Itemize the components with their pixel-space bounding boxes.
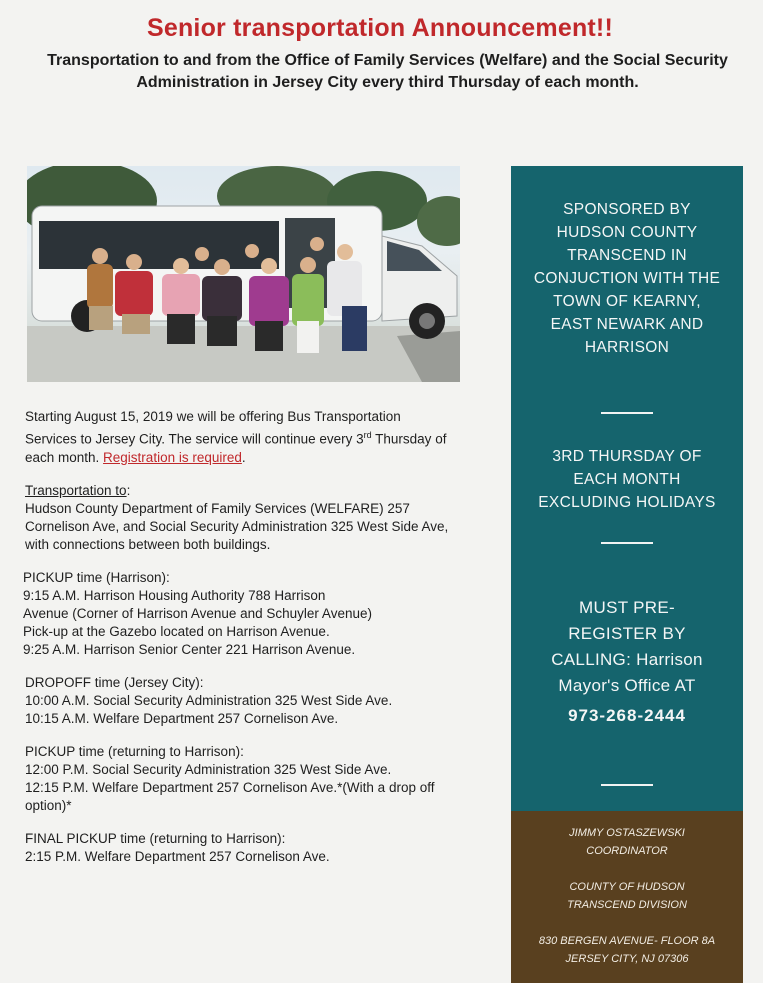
intro-text: Thursday of [371,431,447,447]
sponsor-sidebar [511,166,743,811]
divider [601,784,653,786]
pickup-return-section [25,743,515,815]
schedule-line: 3RD THURSDAY OF [552,448,702,465]
org-line: TRANSCEND DIVISION [567,899,687,911]
schedule-block [511,445,743,514]
coordinator-name: JIMMY OSTASZEWSKI [569,827,685,839]
intro-paragraph [25,408,515,467]
sponsor-line: HARRISON [584,339,670,356]
section-heading [25,482,515,500]
schedule-line: Pick-up at the Gazebo located on Harrison Avenue. [23,623,330,639]
transportation-line: with connections between both buildings. [25,536,271,552]
address-line: JERSEY CITY, NJ 07306 [565,953,689,965]
schedule-line: 2:15 P.M. Welfare Department 257 Cornelison Ave. [25,848,330,864]
registration-required-note: Registration is required [103,449,242,465]
ordinal-suffix: rd [363,430,372,440]
sponsor-line: TRANSCEND IN [567,247,687,264]
section-heading: PICKUP time (returning to Harrison): [25,743,244,759]
schedule-line: Avenue (Corner of Harrison Avenue and Schuyler Avenue) [23,605,372,621]
schedule-line: 12:15 P.M. Welfare Department 257 Cornelison Ave.*(With a drop off [25,779,435,795]
sponsor-line: EAST NEWARK AND [550,316,704,333]
dropoff-section [25,674,515,728]
heading-colon: : [126,482,131,498]
sponsor-line: SPONSORED BY [563,201,691,218]
address-block [511,932,743,968]
schedule-line: option)* [25,797,72,813]
schedule-line: 9:25 A.M. Harrison Senior Center 221 Harrison Avenue. [23,641,356,657]
register-block [511,595,743,729]
schedule-line: 10:15 A.M. Welfare Department 257 Cornelison Ave. [25,710,339,726]
schedule-line: EACH MONTH [573,471,681,488]
announcement-body [25,408,515,881]
schedule-line: 10:00 A.M. Social Security Administration 325 West Side Ave. [25,692,393,708]
phone-number: 973-268-2444 [568,706,686,725]
page-title: Senior transportation Announcement!! [146,14,613,42]
coordinator-role: COORDINATOR [586,845,668,857]
pickup-harrison-section [23,569,515,659]
subtitle-line: Transportation to and from the Office of Family Services (Welfare) and the Social Security [47,52,728,69]
schedule-line: 9:15 A.M. Harrison Housing Authority 788 Harrison [23,587,326,603]
intro-line: Starting August 15, 2019 we will be offering Bus Transportation [25,409,401,424]
sponsor-block [511,198,743,359]
transportation-heading: Transportation to [25,482,127,498]
transportation-section [25,482,515,554]
sponsor-line: CONJUCTION WITH THE [533,270,721,287]
org-line: COUNTY OF HUDSON [569,881,685,893]
intro-text: Services to Jersey City. The service will continue every 3 [25,431,364,447]
section-heading: DROPOFF time (Jersey City): [25,674,204,690]
section-heading: FINAL PICKUP time (returning to Harrison): [25,830,286,846]
final-pickup-section [25,830,515,866]
divider [601,542,653,544]
sponsor-line: HUDSON COUNTY [556,224,698,241]
section-heading: PICKUP time (Harrison): [23,569,170,585]
transportation-line: Cornelison Ave, and Social Security Administration 325 West Side Ave, [25,518,449,534]
bus-photo-illustration [27,166,460,382]
schedule-line: EXCLUDING HOLIDAYS [538,494,716,511]
subtitle-line: Administration in Jersey City every third Thursday of each month. [136,74,639,91]
intro-line [25,426,515,449]
register-line: REGISTER BY [568,624,686,643]
intro-text: . [241,449,246,465]
coordinator-block [511,824,743,860]
bus-group-photo [27,166,460,382]
schedule-line: 12:00 P.M. Social Security Administration 325 West Side Ave. [25,761,392,777]
register-line: CALLING: Harrison [551,650,703,669]
register-line: MUST PRE- [579,598,675,617]
intro-text: each month. [25,449,104,465]
sponsor-line: TOWN OF KEARNY, [553,293,701,310]
divider [601,412,653,414]
page-subtitle [20,50,755,94]
transportation-line: Hudson County Department of Family Services (WELFARE) 257 [25,500,410,516]
register-line: Mayor's Office AT [558,676,696,695]
organization-block [511,878,743,914]
contact-footer-panel [511,811,743,983]
address-line: 830 BERGEN AVENUE- FLOOR 8A [538,935,716,947]
intro-line [25,449,515,467]
